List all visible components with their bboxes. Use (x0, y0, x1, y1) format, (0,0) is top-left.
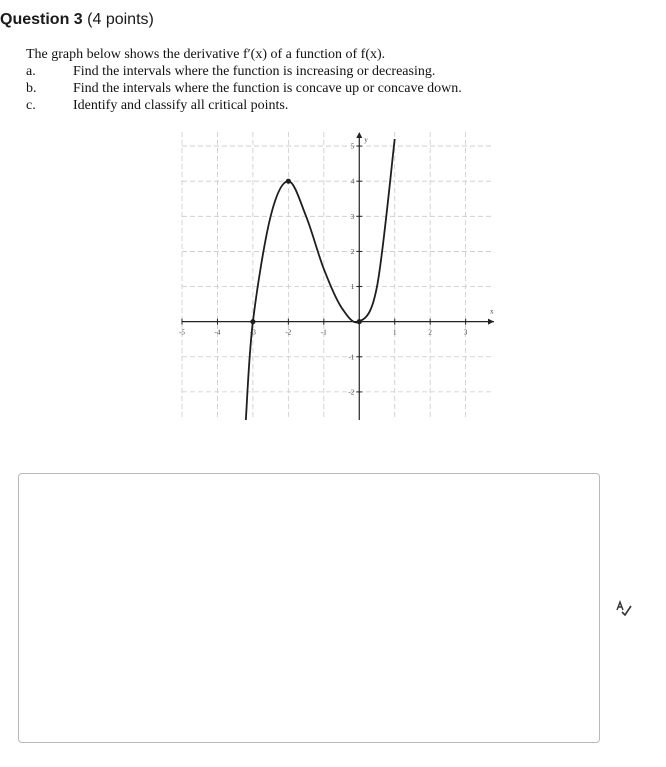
x-tick-label: 3 (463, 328, 468, 337)
x-tick-label: 1 (392, 328, 397, 337)
y-tick-label: -1 (348, 353, 355, 362)
question-points: (4 points) (87, 11, 154, 28)
prompt-item-text: Identify and classify all critical points. (73, 98, 289, 113)
x-axis-arrow (488, 319, 494, 325)
x-axis-label: x (490, 307, 494, 316)
prompt-item (26, 97, 462, 114)
prompt-item-letter: c. (26, 98, 36, 113)
y-tick-label: 3 (350, 212, 355, 221)
prompt-item-text: Find the intervals where the function is concave up or concave down. (73, 81, 462, 96)
curve-point (250, 319, 255, 324)
x-tick-label: -1 (320, 328, 327, 337)
x-tick-label: -3 (249, 328, 256, 337)
question-title: Question 3 (0, 11, 83, 28)
answer-textarea[interactable] (18, 473, 600, 743)
x-tick-label: -5 (179, 328, 185, 337)
question-header (0, 10, 154, 30)
prompt-item-text: Find the intervals where the function is increasing or decreasing. (73, 64, 436, 79)
prompt-item (26, 80, 462, 97)
y-tick-label: 2 (350, 247, 355, 256)
y-axis-arrow (356, 132, 362, 138)
y-tick-label: -2 (348, 388, 355, 397)
curve-point (286, 179, 291, 184)
question-prompt (26, 46, 462, 114)
derivative-graph (176, 128, 500, 424)
prompt-item-letter: b. (26, 81, 37, 96)
curve-point (357, 319, 362, 324)
x-tick-label: -2 (285, 328, 292, 337)
y-axis-label: y (364, 136, 368, 144)
prompt-item-letter: a. (26, 64, 36, 79)
y-tick-label: 1 (350, 283, 355, 292)
prompt-intro: The graph below shows the derivative f′(x) of a function of f(x). (26, 47, 386, 62)
spellcheck-icon[interactable] (615, 599, 633, 617)
x-tick-label: 2 (428, 328, 432, 337)
prompt-item (26, 63, 462, 80)
x-tick-label: -4 (214, 328, 221, 337)
y-tick-label: 5 (350, 142, 355, 151)
y-tick-label: 4 (350, 177, 355, 186)
